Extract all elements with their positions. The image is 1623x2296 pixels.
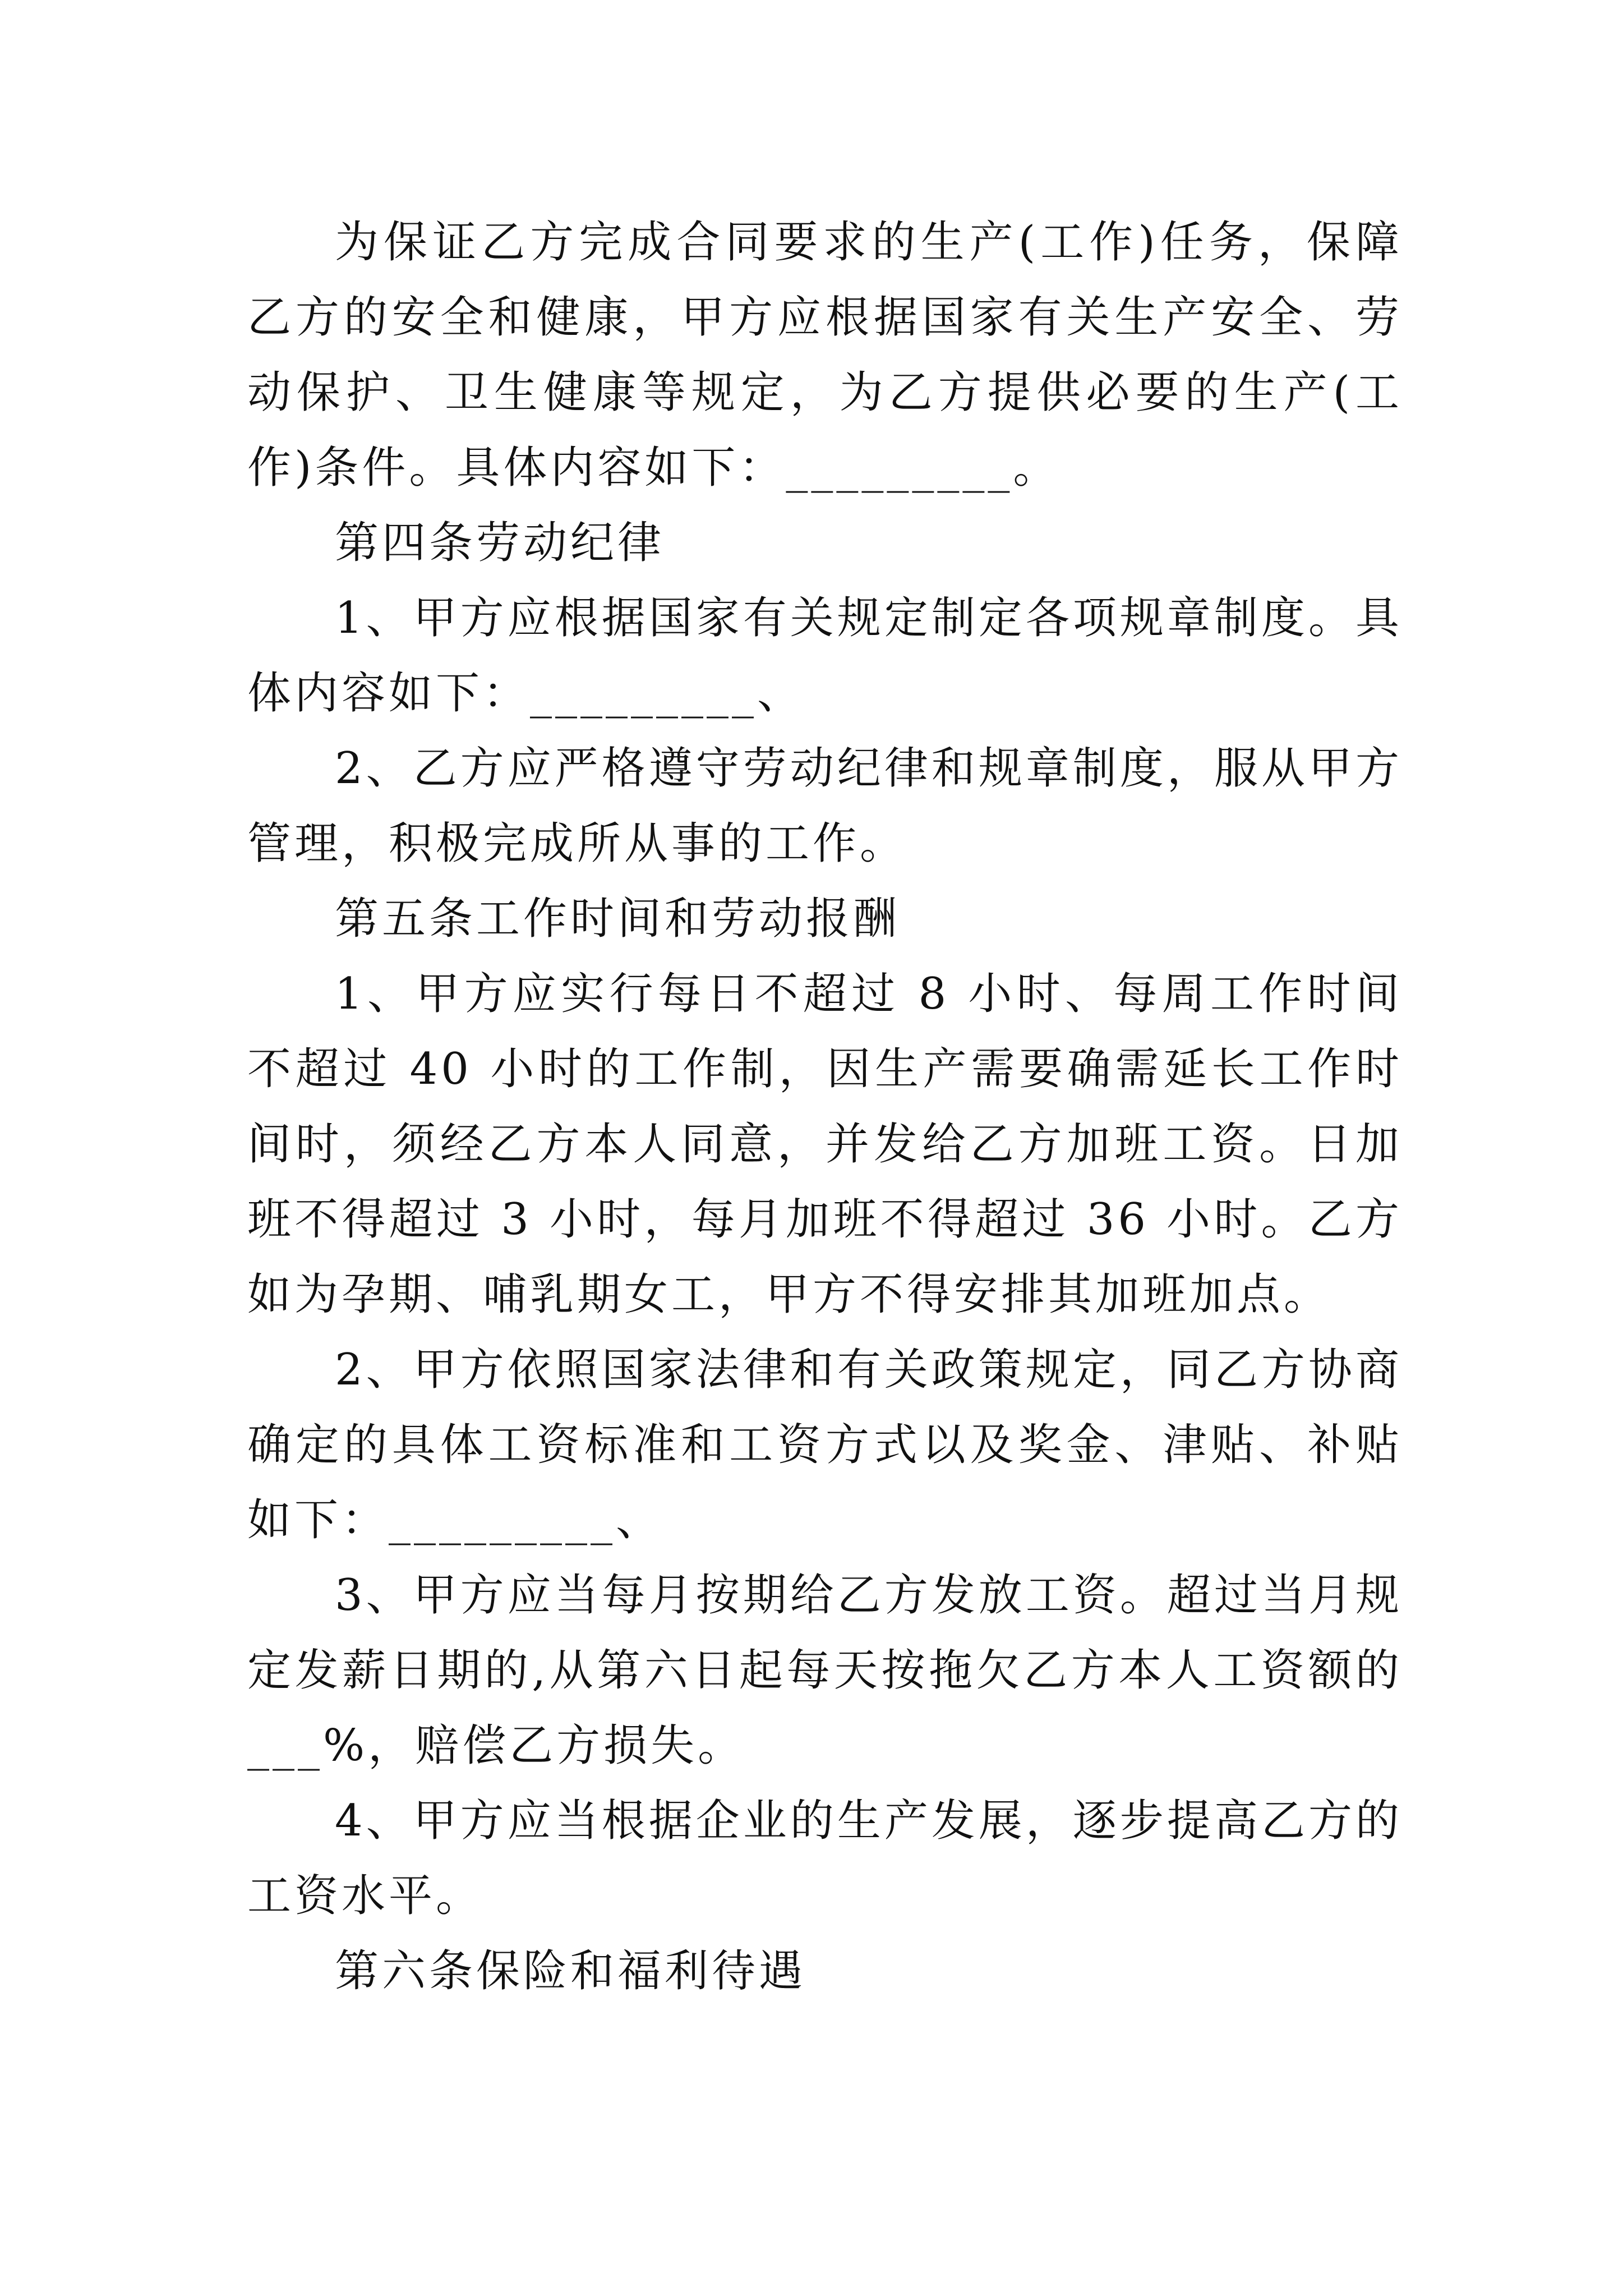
- heading-article-5: 第五条工作时间和劳动报酬: [335, 894, 901, 944]
- paragraph-working-conditions: 为保证乙方完成合同要求的生产(工作)任务，保障乙方的安全和健康，甲方应根据国家有关生产安全、劳动保护、卫生健康等规定，为乙方提供必要的生产(工作)条件。具体内容如下：_________。: [247, 217, 1403, 493]
- heading-article-6: 第六条保险和福利待遇: [335, 1946, 806, 1996]
- paragraph-rules-2: 2、乙方应严格遵守劳动纪律和规章制度，服从甲方管理，积极完成所从事的工作。: [247, 743, 1403, 869]
- paragraph-wages-2: 2、甲方依照国家法律和有关政策规定，同乙方协商确定的具体工资标准和工资方式以及奖金、津贴、补贴如下：_________、: [247, 1345, 1403, 1545]
- paragraph-hours-1: 1、甲方应实行每日不超过 8 小时、每周工作时间不超过 40 小时的工作制，因生产需要确需延长工作时间时，须经乙方本人同意，并发给乙方加班工资。日加班不得超过 3 小时，每月加班不得超过 36 小时。乙方如为孕期、哺乳期女工，甲方不得安排其加班加点。: [247, 969, 1403, 1320]
- paragraph-wages-4: 4、甲方应当根据企业的生产发展，逐步提高乙方的工资水平。: [247, 1796, 1403, 1921]
- document-body: [247, 205, 1403, 2009]
- paragraph-rules-1: 1、甲方应根据国家有关规定制定各项规章制度。具体内容如下：_________、: [247, 593, 1403, 719]
- heading-article-4: 第四条劳动纪律: [335, 518, 665, 568]
- paragraph-wages-3: 3、甲方应当每月按期给乙方发放工资。超过当月规定发薪日期的,从第六日起每天按拖欠乙方本人工资额的___%，赔偿乙方损失。: [247, 1570, 1403, 1771]
